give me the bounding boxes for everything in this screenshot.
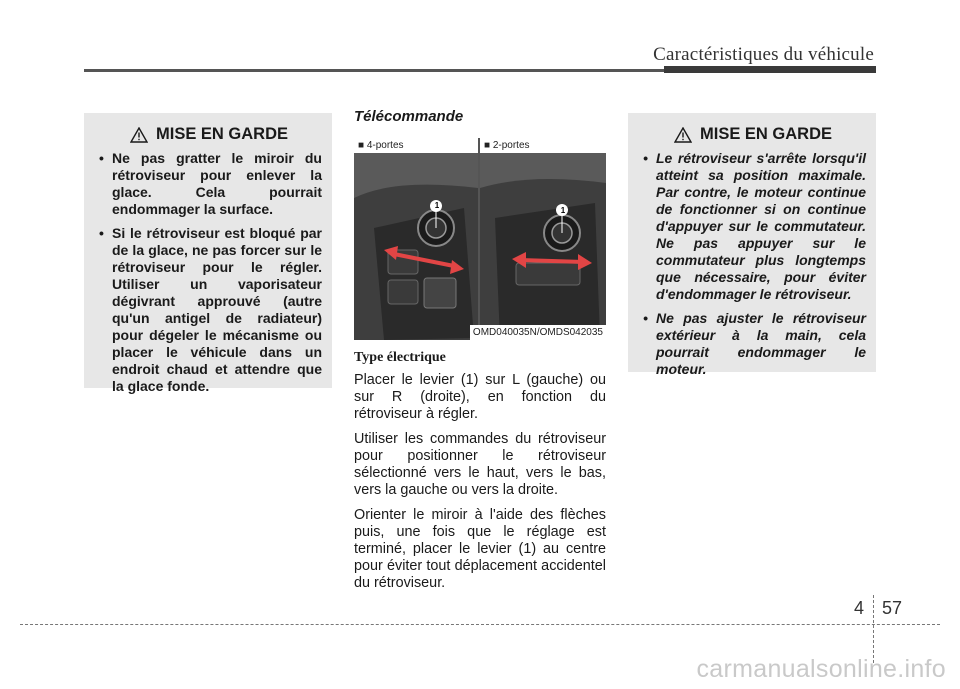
warning-heading <box>640 125 866 144</box>
callout-number: 1 <box>434 201 440 210</box>
body-paragraph: Placer le levier (1) sur L (gauche) ou sur R (droite), en fonction du rétroviseur à régler. <box>354 372 606 422</box>
watermark: carmanualsonline.info <box>696 655 946 683</box>
figure-label-2-door: ■ 2-portes <box>480 138 606 153</box>
warning-list <box>640 150 866 378</box>
figure-label-4-door: ■ 4-portes <box>354 138 478 153</box>
warning-triangle-icon <box>674 127 692 143</box>
footer-divider <box>873 595 874 663</box>
mirror-switch-figure <box>354 138 606 340</box>
warning-heading <box>96 125 322 144</box>
chapter-title: Caractéristiques du véhicule <box>653 44 874 65</box>
chapter-number: 4 <box>854 598 865 618</box>
main-column <box>354 108 606 600</box>
warning-item: • Ne pas gratter le miroir du rétroviseur pour enlever la glace. Cela pourrait endommager la surface. <box>96 150 322 218</box>
figure-code: OMD040035N/OMDS042035 <box>470 325 606 340</box>
warning-title: MISE EN GARDE <box>699 125 833 143</box>
warning-item: • Le rétroviseur s'arrête lorsqu'il atteint sa position maximale. Par contre, le moteur continue de fonctionner si on continue d'appuyer sur le commutateur. Ne pas appuyer sur le commutateur plus longtemps que nécessaire, pour éviter d'endommager le rétroviseur. <box>640 150 866 303</box>
warning-item: • Si le rétroviseur est bloqué par de la glace, ne pas forcer sur le rétroviseur pour le régler. Utiliser un vaporisateur dégivrant approuvé (autre qu'un antigel de radiateur) pour dégeler le mécanisme ou placer le véhicule dans un endroit chaud et attendre que la glace fonde. <box>96 225 322 395</box>
callout-number: 1 <box>560 206 566 215</box>
switch-photo-4-door <box>354 138 478 340</box>
footer-rule <box>20 624 940 625</box>
section-title: Télécommande <box>354 108 464 125</box>
warning-title: MISE EN GARDE <box>155 125 289 143</box>
warning-box-left <box>84 113 332 394</box>
subheading: Type électrique <box>354 350 446 365</box>
switch-photo-2-door <box>480 138 606 340</box>
body-paragraph: Orienter le miroir à l'aide des flèches puis, une fois que le réglage est terminé, placer le levier (1) au centre pour éviter tout déplacement accidentel du rétroviseur. <box>354 507 606 591</box>
header-rule-accent <box>664 66 876 73</box>
warning-list <box>96 150 322 395</box>
warning-triangle-icon <box>130 127 148 143</box>
warning-item: • Ne pas ajuster le rétroviseur extérieur à la main, cela pourrait endommager le moteur. <box>640 310 866 378</box>
warning-box-right <box>628 113 876 377</box>
page-number: 57 <box>882 598 903 618</box>
body-paragraph: Utiliser les commandes du rétroviseur pour positionner le rétroviseur sélectionné vers le haut, vers le bas, vers la gauche ou vers la droite. <box>354 431 606 498</box>
